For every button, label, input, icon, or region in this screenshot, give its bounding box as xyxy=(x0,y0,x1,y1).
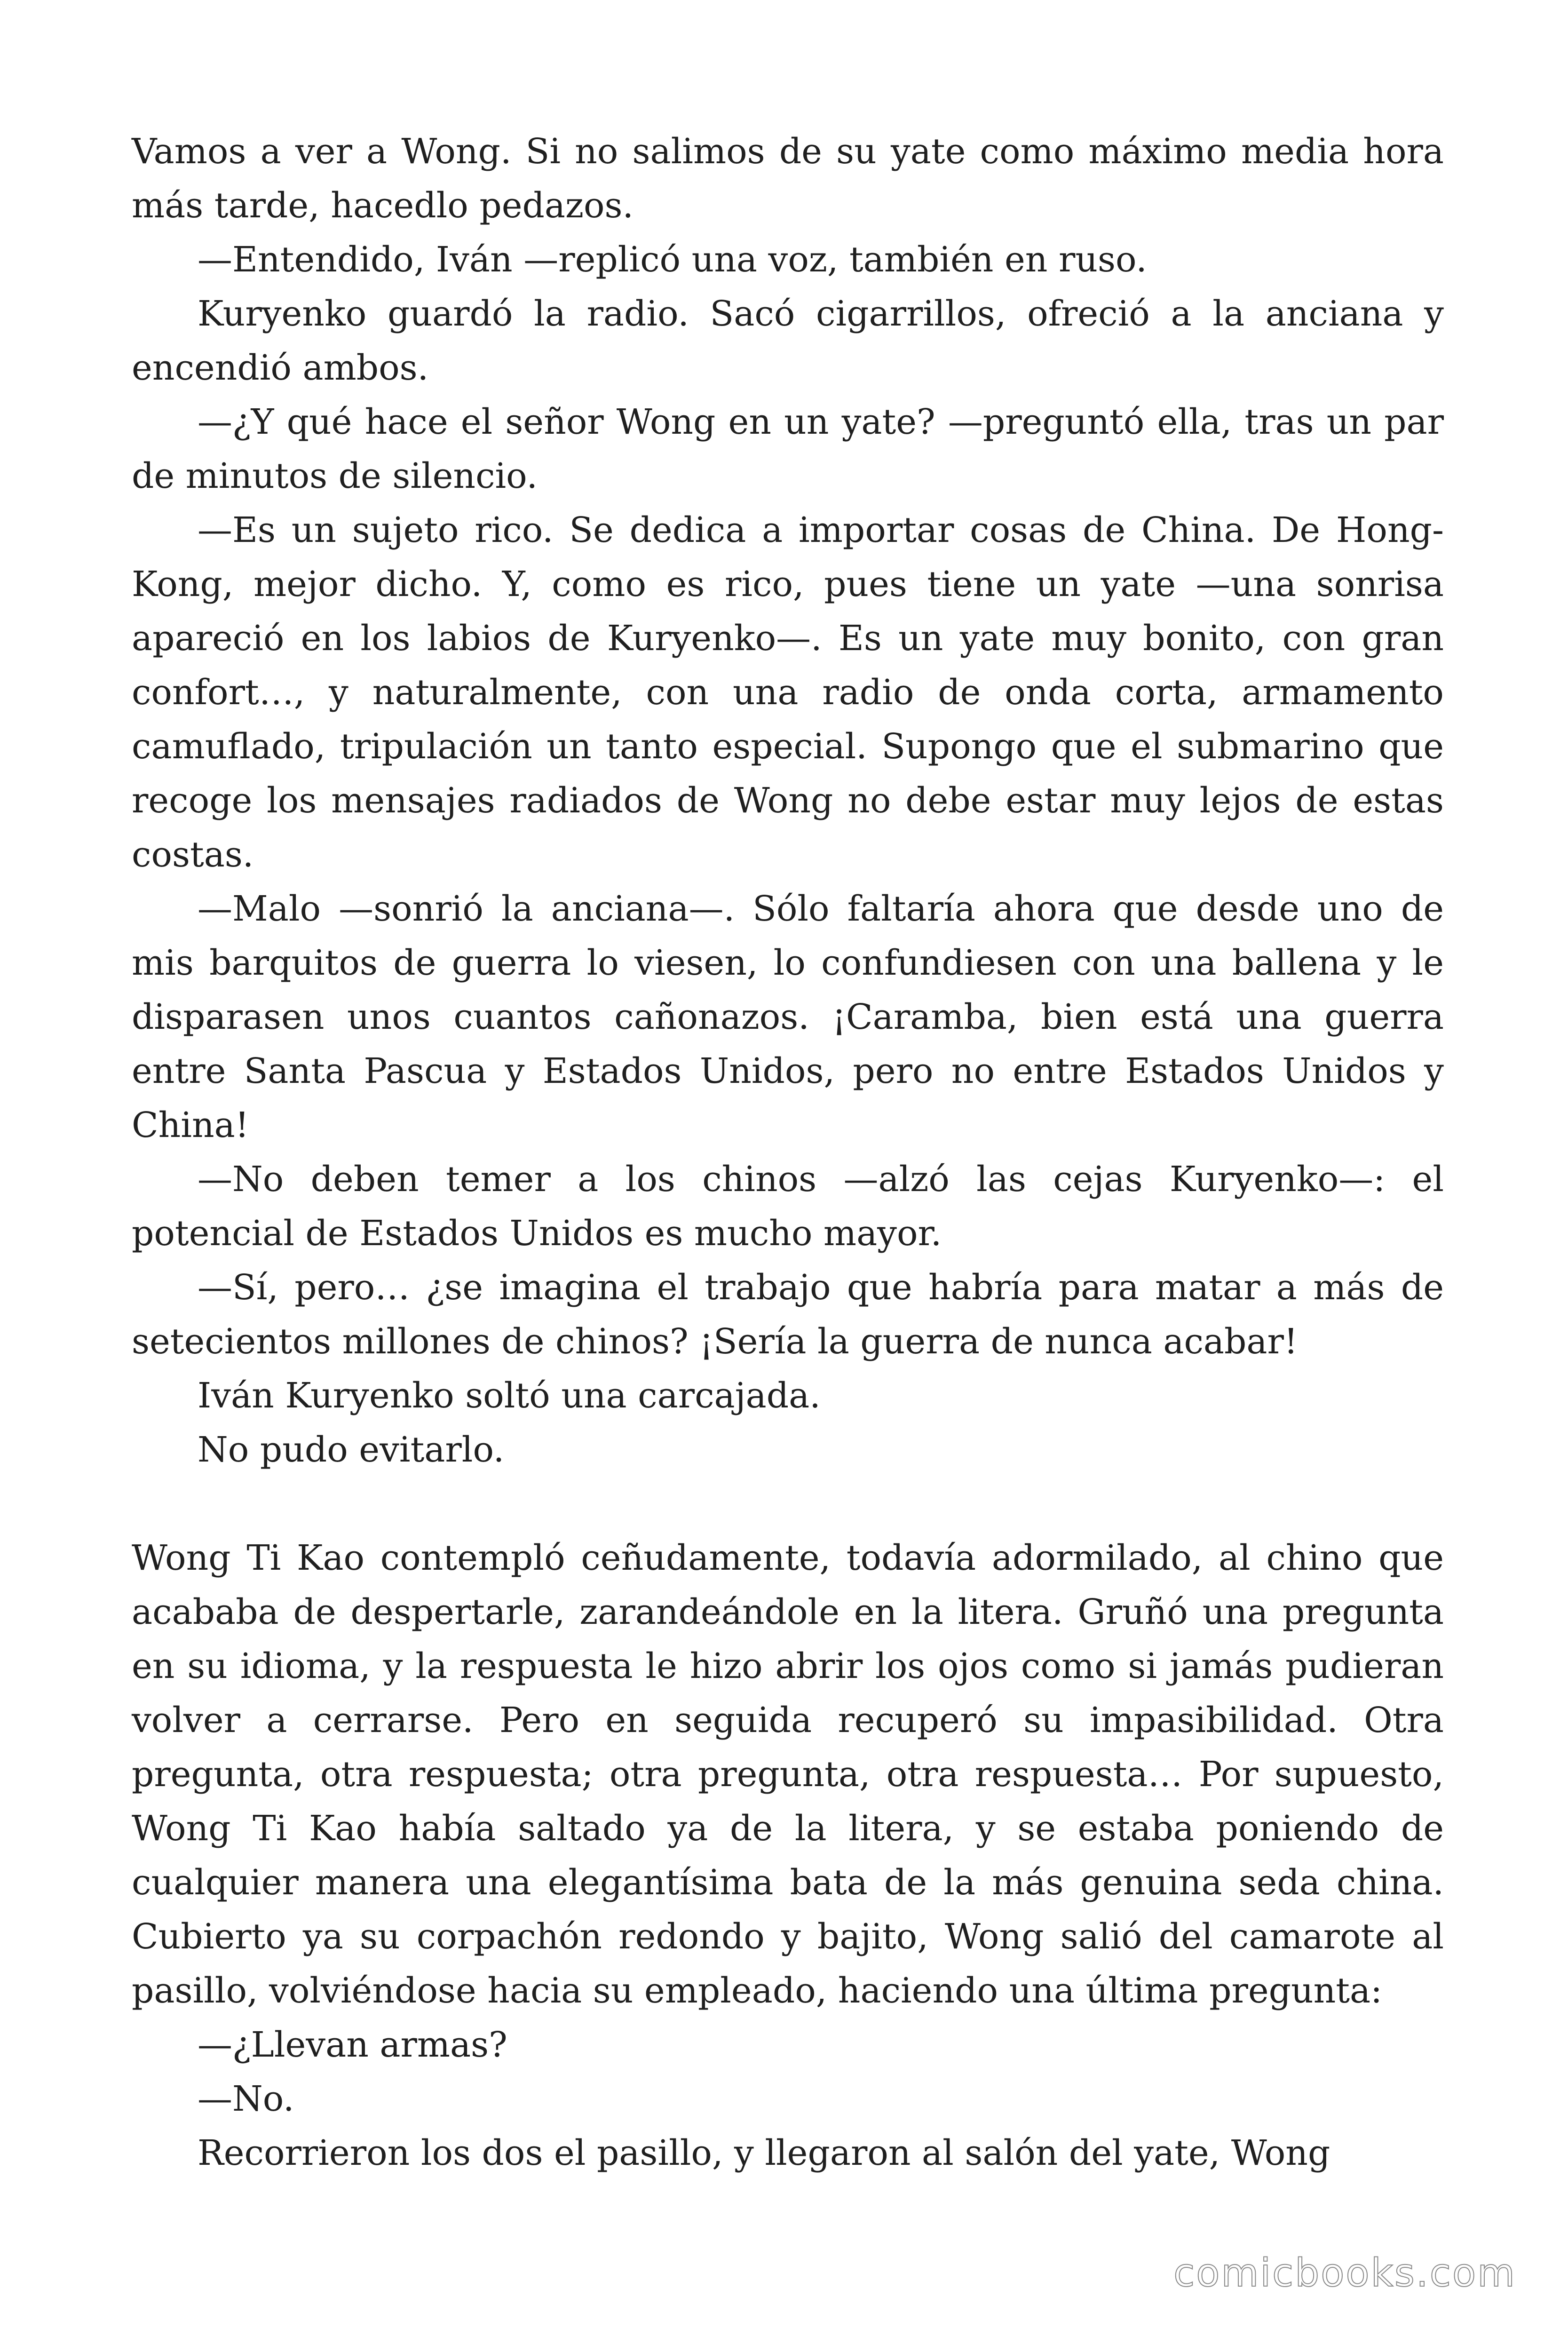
paragraph: —Entendido, Iván —replicó una voz, también en ruso. xyxy=(198,239,1147,280)
paragraph: Kuryenko guardó la radio. Sacó cigarrillos, ofreció a la anciana y encendió ambos. xyxy=(132,294,1444,388)
paragraph: —Es un sujeto rico. Se dedica a importar cosas de China. De Hong-Kong, mejor dicho. Y, como es rico, pues tiene un yate —una sonrisa apareció en los labios de Kuryenko—. Es un yate muy bonito, con gran confort…, y naturalmente, con una radio de onda corta, armamento camuflado, tripulación un tanto especial. Supongo que el submarino que recoge los mensajes radiados de Wong no debe estar muy lejos de estas costas. xyxy=(132,510,1444,875)
paragraph: —No. xyxy=(198,2079,294,2119)
paragraph: —Malo —sonrió la anciana—. Sólo faltaría ahora que desde uno de mis barquitos de guerra lo viesen, lo confundiesen con una ballena y le disparasen unos cuantos cañonazos. ¡Caramba, bien está una guerra entre Santa Pascua y Estados Unidos, pero no entre Estados Unidos y China! xyxy=(132,889,1444,1145)
paragraph: —Sí, pero… ¿se imagina el trabajo que habría para matar a más de setecientos millones de chinos? ¡Sería la guerra de nunca acabar! xyxy=(132,1267,1444,1362)
paragraph: Iván Kuryenko soltó una carcajada. xyxy=(198,1375,821,1416)
paragraph: Recorrieron los dos el pasillo, y llegaron al salón del yate, Wong xyxy=(198,2133,1330,2173)
paragraph: —¿Llevan armas? xyxy=(198,2025,507,2065)
paragraph: No pudo evitarlo. xyxy=(198,1430,505,1470)
book-page xyxy=(132,125,1444,2180)
paragraph: Wong Ti Kao contempló ceñudamente, todavía adormilado, al chino que acababa de despertarle, zarandeándole en la litera. Gruñó una pregunta en su idioma, y la respuesta le hizo abrir los ojos como si jamás pudieran volver a cerrarse. Pero en seguida recuperó su impasibilidad. Otra pregunta, otra respuesta; otra pregunta, otra respuesta… Por supuesto, Wong Ti Kao había saltado ya de la litera, y se estaba poniendo de cualquier manera una elegantísima bata de la más genuina seda china. Cubierto ya su corpachón redondo y bajito, Wong salió del camarote al pasillo, volviéndose hacia su empleado, haciendo una última pregunta: xyxy=(132,1538,1444,2011)
paragraph: —No deben temer a los chinos —alzó las cejas Kuryenko—: el potencial de Estados Unidos es mucho mayor. xyxy=(132,1159,1444,1254)
paragraph: Vamos a ver a Wong. Si no salimos de su yate como máximo media hora más tarde, hacedlo pedazos. xyxy=(132,131,1444,226)
paragraph: —¿Y qué hace el señor Wong en un yate? —preguntó ella, tras un par de minutos de silencio. xyxy=(132,402,1444,496)
section-break xyxy=(132,1477,1444,1531)
watermark: comicbooks.com xyxy=(1173,2251,1516,2296)
